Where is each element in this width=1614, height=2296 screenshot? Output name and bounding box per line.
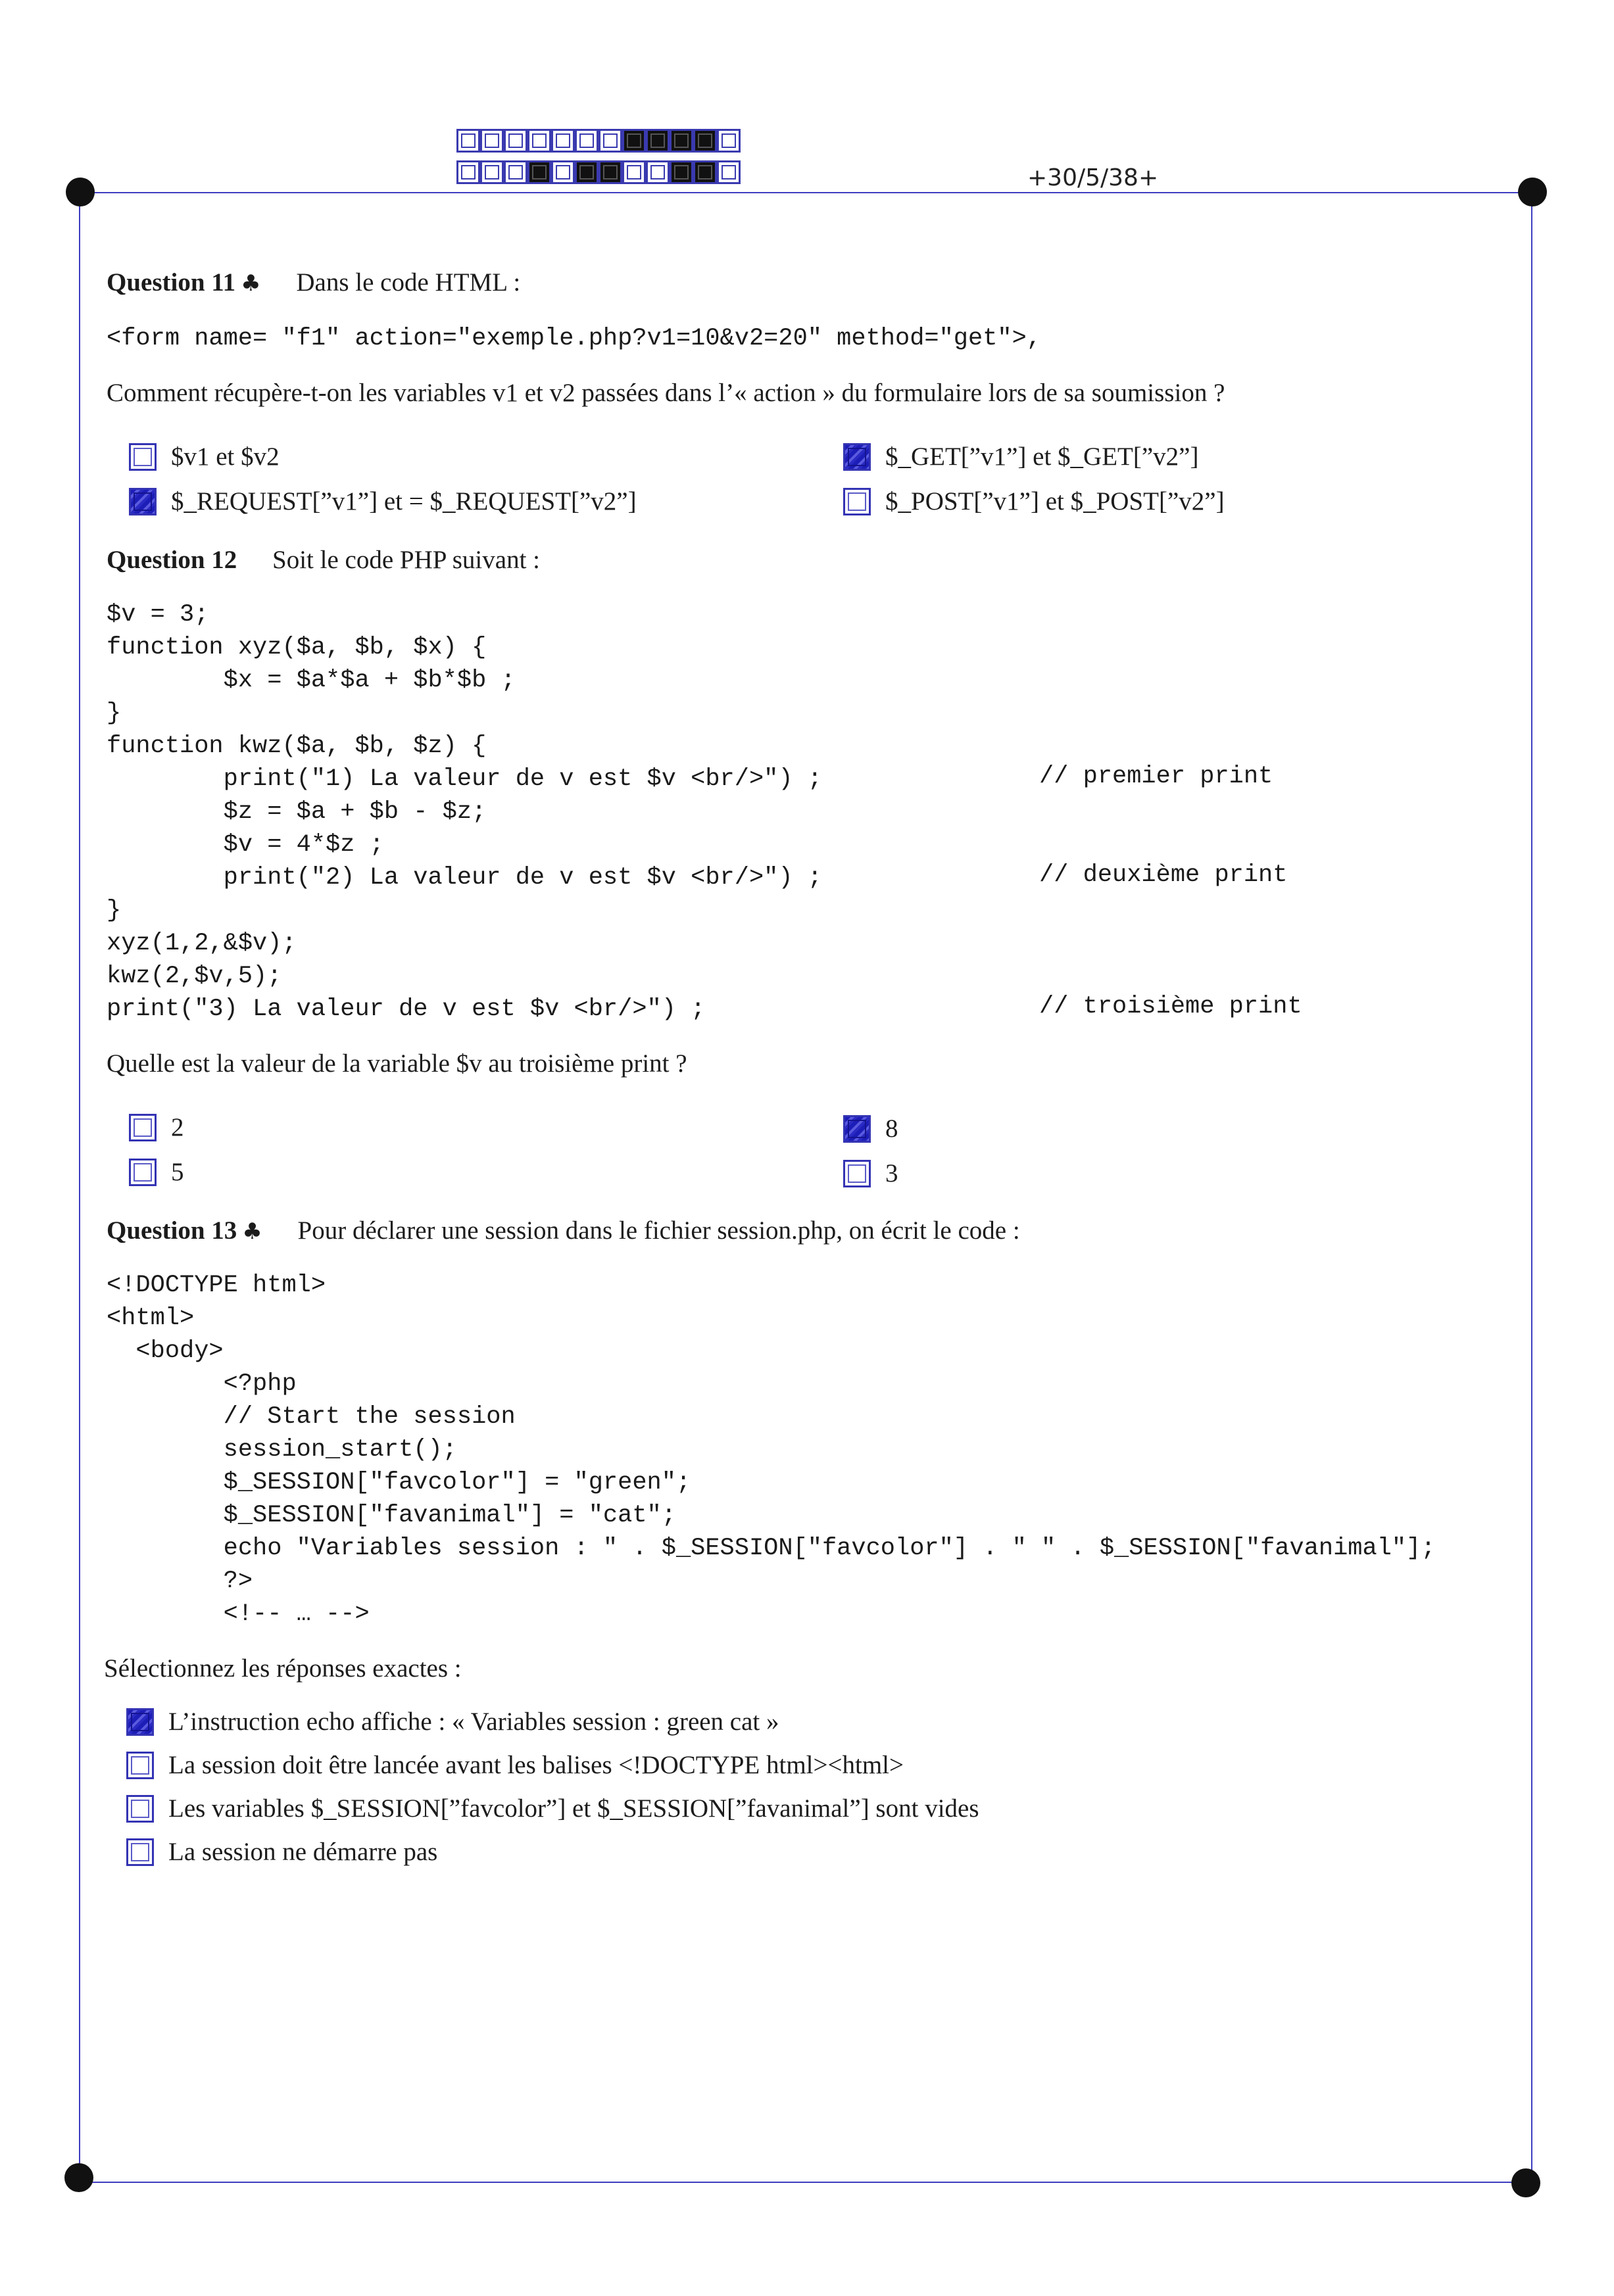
barcode-row-1-cell (599, 129, 622, 153)
barcode-row-2-cell (717, 160, 741, 184)
question-13-prompt: Pour déclarer une session dans le fichier session.php, on écrit le code : (297, 1216, 1020, 1245)
club-suit-icon: ♣ (241, 270, 261, 297)
barcode-row-2-cell (599, 160, 622, 184)
checkbox-icon[interactable] (129, 488, 157, 515)
barcode-row-1-cell (504, 129, 527, 153)
question-11-question: Comment récupère-t-on les variables v1 et v2 passées dans l’« action » du formulaire lors de sa soumission ? (107, 379, 1225, 407)
comment-premier-print: // premier print (1039, 763, 1273, 790)
question-11-prompt: Dans le code HTML : (296, 268, 521, 297)
question-13-title: Question 13 (107, 1216, 237, 1245)
q11-option-1-label: $v1 et $v2 (171, 442, 280, 471)
question-12-code: $v = 3; function xyz($a, $b, $x) { $x = $a*$a + $b*$b ; } function kwz($a, $b, $z) { print("1) La valeur de v est $v <br/>") ; $z = $a + $b - $z; $v = 4*$z ; print("2) La valeur de v est $v <br/>") ; } xyz(1,2,&$v); kwz(2,$v,5); print("3) La valeur de v est $v <br/>") ; (107, 601, 822, 1023)
q11-option-2[interactable] (843, 442, 1198, 471)
barcode-row-1-cell (646, 129, 670, 153)
q11-option-3-label: $_REQUEST[”v1”] et = $_REQUEST[”v2”] (171, 487, 637, 515)
checkbox-icon[interactable] (843, 1115, 871, 1143)
q11-option-3[interactable] (129, 487, 637, 516)
question-12-question: Quelle est la valeur de la variable $v au troisième print ? (107, 1049, 687, 1078)
q12-option-3-label: 5 (171, 1158, 184, 1186)
checkbox-icon[interactable] (126, 1838, 154, 1866)
barcode-row-1-cell (575, 129, 599, 153)
question-13-question: Sélectionnez les réponses exactes : (104, 1654, 462, 1683)
question-11-code: <form name= "f1" action="exemple.php?v1=10&v2=20" method="get">, (107, 325, 1042, 352)
barcode-row-2-cell (670, 160, 693, 184)
q12-option-1[interactable] (129, 1112, 184, 1142)
corner-mark-bottom-left (64, 2163, 93, 2192)
q13-option-1-label: L’instruction echo affiche : « Variables session : green cat » (168, 1708, 779, 1736)
barcode-row-2-cell (575, 160, 599, 184)
corner-mark-top-left (66, 178, 95, 206)
barcode-row-2-cell (480, 160, 504, 184)
checkbox-icon[interactable] (129, 443, 157, 471)
barcode-row-2 (456, 160, 741, 184)
page-id: +30/5/38+ (1027, 164, 1159, 191)
q13-option-4-label: La session ne démarre pas (168, 1838, 438, 1866)
question-11-header (107, 267, 520, 299)
checkbox-icon[interactable] (843, 488, 871, 515)
q11-option-2-label: $_GET[”v1”] et $_GET[”v2”] (885, 442, 1199, 471)
comment-deuxieme-print: // deuxième print (1039, 861, 1288, 889)
barcode-row-2-cell (504, 160, 527, 184)
question-13-code: <!DOCTYPE html> <html> <body> <?php // Start the session session_start(); $_SESSION["favcolor"] = "green"; $_SESSION["favanimal"] = "cat"; echo "Variables session : " . $_SESSION["favcolor"] . " " . $_SESSION["favanimal"]; ?> <!-- … --> (107, 1272, 1436, 1628)
barcode-row-2-cell (551, 160, 575, 184)
question-12-title: Question 12 (107, 546, 237, 574)
question-12-prompt: Soit le code PHP suivant : (272, 546, 540, 574)
barcode-row-1-cell (717, 129, 741, 153)
barcode-row-1-cell (693, 129, 717, 153)
checkbox-icon[interactable] (126, 1708, 154, 1736)
q11-option-4[interactable] (843, 487, 1225, 516)
barcode-row-1-cell (480, 129, 504, 153)
q13-option-3[interactable] (126, 1794, 979, 1823)
q13-option-1[interactable] (126, 1707, 779, 1736)
barcode-row-2-cell (646, 160, 670, 184)
checkbox-icon[interactable] (129, 1114, 157, 1141)
q12-option-4-label: 3 (885, 1159, 898, 1187)
question-11-title: Question 11 (107, 268, 236, 297)
question-13-header (107, 1215, 1020, 1247)
checkbox-icon[interactable] (126, 1795, 154, 1823)
q12-option-1-label: 2 (171, 1113, 184, 1141)
checkbox-icon[interactable] (126, 1752, 154, 1779)
barcode-row-1-cell (456, 129, 480, 153)
q13-option-3-label: Les variables $_SESSION[”favcolor”] et $_SESSION[”favanimal”] sont vides (168, 1794, 979, 1823)
barcode-row-2-cell (622, 160, 646, 184)
q13-option-2[interactable] (126, 1750, 904, 1780)
q12-option-3[interactable] (129, 1157, 184, 1187)
barcode-row-2-cell (693, 160, 717, 184)
q12-option-2-label: 8 (885, 1114, 898, 1143)
barcode-row-1-cell (551, 129, 575, 153)
q13-option-4[interactable] (126, 1837, 437, 1867)
barcode-row-1-cell (670, 129, 693, 153)
checkbox-icon[interactable] (843, 443, 871, 471)
checkbox-icon[interactable] (129, 1159, 157, 1186)
q12-option-2[interactable] (843, 1114, 898, 1143)
q12-option-4[interactable] (843, 1159, 898, 1188)
barcode-row-2-cell (456, 160, 480, 184)
comment-troisieme-print: // troisième print (1039, 993, 1302, 1020)
corner-mark-top-right (1518, 178, 1547, 206)
barcode-row-1 (456, 129, 741, 153)
q13-option-2-label: La session doit être lancée avant les balises <!DOCTYPE html><html> (168, 1751, 904, 1779)
q11-option-1[interactable] (129, 442, 280, 471)
barcode-row-1-cell (622, 129, 646, 153)
checkbox-icon[interactable] (843, 1160, 871, 1187)
barcode-row-2-cell (527, 160, 551, 184)
q11-option-4-label: $_POST[”v1”] et $_POST[”v2”] (885, 487, 1225, 515)
barcode-row-1-cell (527, 129, 551, 153)
club-suit-icon: ♣ (242, 1218, 262, 1245)
question-12-header (107, 544, 540, 576)
corner-mark-bottom-right (1511, 2168, 1540, 2197)
